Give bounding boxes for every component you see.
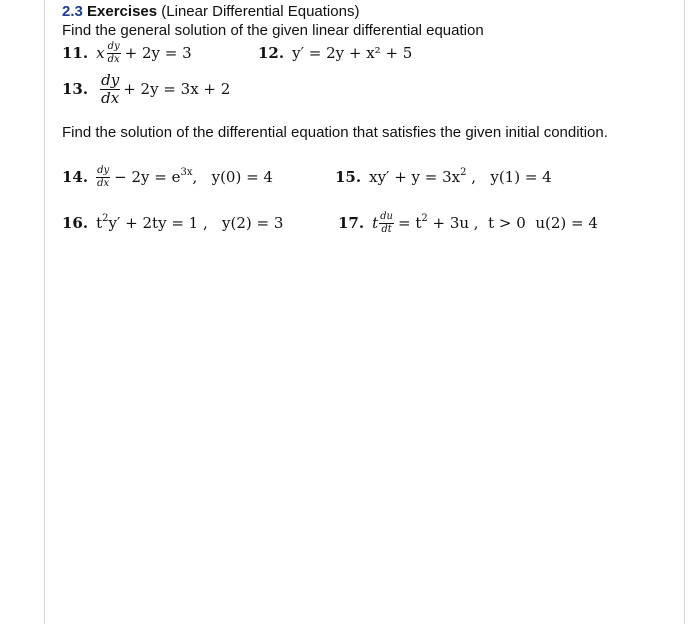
derivative-fraction [100,70,120,107]
problem-number: 12. [258,44,285,62]
problem-12 [258,38,412,68]
problem-number: 17. [338,214,365,232]
part1-instruction: Find the general solution of the given linear differential equation [62,22,484,39]
fraction-denominator: dt [381,223,392,235]
exponent: 2 [102,213,109,224]
initial-condition: , y(0) = 4 [192,168,273,186]
part2-instruction: Find the solution of the differential equation that satisfies the given initial condition. [62,124,608,141]
equation-term: x [96,44,105,62]
equation-lhs: − 2y = e [114,168,181,186]
fraction-numerator: dy [97,164,110,176]
section-title-bold: Exercises [87,3,158,20]
exponent: 2 [421,213,428,224]
equation-term: t [372,214,379,232]
equation-rest: + 2y = 3x + 2 [123,80,231,98]
section-number: 2.3 [62,3,83,20]
problem-17 [338,208,598,238]
initial-condition: , y(1) = 4 [466,168,552,186]
problem-13 [62,70,230,108]
problem-16 [62,208,283,238]
equation-rest: y′ + 2ty = 1 , y(2) = 3 [108,214,284,232]
equation-term: t [96,214,103,232]
equation: y′ = 2y + x² + 5 [292,44,413,62]
section-title-rest: (Linear Differential Equations) [161,3,360,20]
problem-number: 13. [62,80,89,98]
exponent: 2 [460,167,467,178]
fraction-numerator: dy [107,40,120,52]
equation-lhs: xy′ + y = 3x [369,168,461,186]
fraction-denominator: dx [101,88,120,107]
problem-number: 14. [62,168,89,186]
problem-15 [335,162,552,192]
problem-11 [62,38,192,68]
problem-number: 16. [62,214,89,232]
problem-14 [62,162,273,192]
derivative-fraction [107,42,121,65]
fraction-denominator: dx [107,53,120,65]
section-title [62,3,359,20]
problem-number: 11. [62,44,89,62]
derivative-fraction [379,212,394,235]
fraction-denominator: dx [97,177,110,189]
fraction-numerator: du [380,210,393,222]
equation-conditions: + 3u , t > 0 u(2) = 4 [427,214,598,232]
exponent: 3x [180,167,193,178]
fraction-numerator: dy [101,70,120,89]
derivative-fraction [96,166,110,189]
equation-rest: + 2y = 3 [124,44,192,62]
problem-number: 15. [335,168,362,186]
equation-rhs: = t [397,214,422,232]
